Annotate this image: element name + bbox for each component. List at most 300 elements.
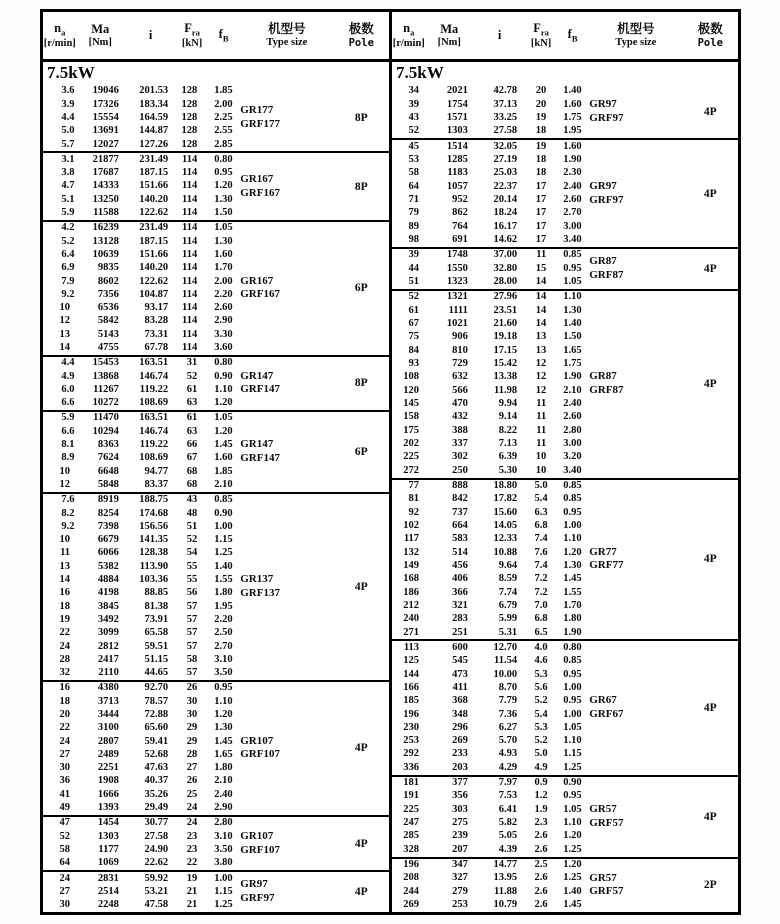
torque-value: 3492: [97, 613, 119, 625]
radial-force-value: 13: [535, 331, 547, 343]
service-factor-value: 2.70: [563, 207, 582, 219]
radial-force-value: 29: [186, 722, 198, 734]
ratio-value: 163.51: [139, 412, 169, 424]
spec-row: [43, 412, 240, 425]
spec-row: [43, 748, 240, 761]
torque-value: 632: [452, 371, 468, 383]
type-size-labels: [240, 872, 333, 912]
torque-value: 10272: [92, 397, 119, 409]
torque-value: 1069: [97, 857, 119, 869]
torque-value: 8602: [97, 275, 119, 287]
gear-block: [392, 478, 738, 640]
service-factor-value: 2.55: [214, 125, 233, 137]
spec-row: [392, 899, 589, 912]
spec-row: [43, 574, 240, 587]
speed-value: 3.1: [61, 153, 75, 165]
torque-value: 207: [452, 843, 468, 855]
column-symbol: [124, 28, 177, 42]
speed-value: 185: [403, 695, 420, 707]
torque-value: 1303: [97, 830, 119, 842]
service-factor-value: 2.40: [214, 788, 233, 800]
torque-value: 1111: [448, 304, 468, 316]
torque-value: 7356: [97, 288, 119, 300]
speed-value: 8.1: [61, 439, 75, 451]
ratio-value: 140.20: [139, 193, 169, 205]
torque-value: 888: [452, 479, 468, 491]
ratio-value: 151.66: [139, 180, 169, 192]
torque-value: 19046: [92, 85, 119, 97]
torque-value: 2417: [97, 653, 119, 665]
spec-row: [392, 398, 589, 411]
ratio-value: 29.49: [144, 802, 169, 814]
pole-label: 4P: [703, 810, 717, 823]
service-factor-value: 2.10: [563, 384, 582, 396]
speed-value: 61: [408, 304, 420, 316]
service-factor-value: 1.00: [563, 681, 582, 693]
torque-value: 1454: [97, 817, 119, 829]
radial-force-value: 26: [186, 682, 198, 694]
torque-value: 1748: [446, 249, 468, 261]
service-factor-value: 1.00: [563, 519, 582, 531]
spec-row: [43, 85, 240, 98]
radial-force-value: 57: [186, 600, 198, 612]
service-factor-value: 2.90: [214, 802, 233, 814]
spec-row: [43, 357, 240, 370]
service-factor-value: 1.30: [214, 193, 233, 205]
radial-force-value: 14: [535, 276, 547, 287]
numeric-rows: [392, 249, 589, 289]
pole-count: [334, 494, 389, 680]
speed-value: 58: [408, 167, 420, 179]
column-symbol: [526, 21, 556, 38]
ratio-value: 174.68: [139, 507, 169, 519]
ratio-value: 103.36: [139, 574, 169, 586]
gear-block: [392, 138, 738, 247]
ratio-value: 7.36: [498, 708, 518, 720]
torque-value: 6536: [97, 302, 119, 314]
torque-value: 8919: [97, 494, 119, 506]
pole-label: 4P: [703, 378, 717, 391]
numeric-rows: [392, 641, 589, 774]
service-factor-value: 0.80: [214, 153, 233, 165]
torque-value: 10294: [92, 425, 119, 437]
radial-force-value: 128: [181, 125, 198, 137]
speed-value: 244: [403, 885, 420, 897]
column-symbol-subscript: a: [410, 27, 415, 38]
pole-label: 4P: [703, 702, 717, 715]
ratio-value: 10.79: [493, 899, 518, 911]
radial-force-value: 61: [186, 412, 198, 424]
type-size-gr: GR97: [589, 97, 617, 110]
torque-value: 17326: [92, 98, 119, 110]
ratio-value: 164.59: [139, 111, 169, 123]
torque-value: 1514: [446, 140, 468, 152]
type-size-grf: GRF97: [240, 892, 275, 905]
speed-value: 292: [403, 748, 420, 760]
speed-value: 5.2: [61, 235, 75, 247]
speed-value: 39: [408, 249, 420, 261]
torque-value: 1183: [447, 167, 468, 179]
torque-value: 810: [452, 344, 468, 356]
column-symbol: [556, 27, 589, 44]
numeric-rows: [43, 85, 240, 151]
torque-value: 3099: [97, 627, 119, 639]
torque-value: 17687: [92, 167, 119, 179]
ratio-value: 5.31: [498, 626, 518, 638]
ratio-value: 19.18: [493, 331, 518, 343]
numeric-rows: [392, 140, 589, 247]
speed-value: 158: [403, 411, 420, 423]
ratio-value: 21.60: [493, 317, 518, 329]
radial-force-value: 27: [186, 762, 198, 774]
torque-value: 664: [452, 519, 468, 531]
ratio-value: 14.77: [493, 859, 518, 871]
ratio-value: 8.70: [498, 681, 518, 693]
speed-value: 202: [403, 437, 420, 449]
spec-row: [43, 288, 240, 301]
column-header: [334, 22, 389, 48]
speed-value: 328: [403, 843, 420, 855]
ratio-value: 88.85: [144, 587, 169, 599]
radial-force-value: 17: [535, 220, 547, 232]
pole-count: [334, 222, 389, 355]
type-size-labels: [240, 682, 333, 815]
speed-value: 191: [403, 790, 420, 802]
numeric-rows: [392, 291, 589, 478]
spec-row: [43, 383, 240, 396]
numeric-rows: [43, 817, 240, 870]
ratio-value: 10.88: [493, 546, 518, 558]
service-factor-value: 0.85: [563, 655, 582, 667]
torque-value: 13691: [92, 125, 119, 137]
column-symbol-subscript: B: [222, 33, 229, 44]
power-section-title: 7.5kW: [47, 63, 95, 82]
ratio-value: 7.74: [498, 586, 518, 598]
spec-row: [43, 899, 240, 912]
pole-label: 8P: [354, 112, 368, 125]
speed-value: 32: [59, 667, 71, 679]
column-symbol: [240, 22, 333, 36]
service-factor-value: 0.85: [563, 249, 582, 261]
torque-value: 13250: [92, 193, 119, 205]
spec-row: [392, 586, 589, 599]
gear-block: [392, 247, 738, 289]
speed-value: 271: [403, 626, 420, 638]
ratio-value: 12.33: [493, 533, 518, 545]
spec-row: [43, 735, 240, 748]
spec-row: [392, 291, 589, 304]
radial-force-value: 2.6: [534, 885, 548, 897]
type-size-labels: [589, 641, 682, 774]
service-factor-value: 1.20: [563, 830, 582, 842]
speed-value: 30: [59, 899, 71, 911]
service-factor-value: 1.90: [563, 371, 582, 383]
radial-force-value: 57: [186, 667, 198, 679]
service-factor-value: 2.60: [563, 411, 582, 423]
gear-block: [392, 775, 738, 857]
ratio-value: 7.79: [498, 695, 518, 707]
radial-force-value: 2.6: [534, 872, 548, 884]
radial-force-value: 114: [182, 207, 198, 219]
service-factor-value: 0.95: [214, 167, 233, 179]
torque-value: 3713: [97, 695, 119, 707]
torque-value: 5848: [97, 478, 119, 490]
radial-force-value: 114: [182, 315, 198, 327]
gear-block: [43, 492, 389, 680]
spec-row: [392, 803, 589, 816]
torque-value: 6648: [97, 465, 119, 477]
ratio-value: 6.79: [498, 599, 518, 611]
ratio-value: 5.99: [498, 613, 518, 625]
service-factor-value: 1.80: [214, 762, 233, 774]
service-factor-value: 2.10: [214, 775, 233, 787]
column-unit: [Nm]: [437, 36, 461, 48]
numeric-rows: [43, 222, 240, 355]
torque-value: 233: [452, 748, 468, 760]
spec-row: [392, 843, 589, 856]
speed-value: 6.0: [61, 383, 75, 395]
spec-row: [43, 830, 240, 843]
service-factor-value: 1.30: [214, 235, 233, 247]
speed-value: 6.9: [61, 262, 75, 274]
speed-value: 230: [403, 721, 420, 733]
spec-row: [392, 140, 589, 153]
radial-force-value: 7.2: [534, 586, 548, 598]
speed-value: 81: [408, 493, 420, 505]
spec-row: [43, 222, 240, 235]
radial-force-value: 2.5: [534, 859, 548, 871]
speed-value: 212: [403, 599, 420, 611]
spec-row: [43, 587, 240, 600]
spec-row: [43, 600, 240, 613]
spec-row: [392, 506, 589, 519]
radial-force-value: 2.6: [534, 843, 548, 855]
service-factor-value: 2.00: [214, 98, 233, 110]
pole-label: 4P: [703, 187, 717, 200]
column-header: [683, 22, 738, 48]
speed-value: 225: [403, 803, 420, 815]
pole-count: [334, 357, 389, 410]
ratio-value: 20.14: [493, 194, 518, 206]
service-factor-value: 1.20: [214, 708, 233, 720]
speed-value: 132: [403, 546, 420, 558]
service-factor-value: 0.95: [563, 262, 582, 274]
column-unit: [r/min]: [392, 38, 425, 50]
column-symbol-text: n: [54, 20, 62, 35]
pole-label: 6P: [354, 445, 368, 458]
speed-value: 285: [403, 830, 420, 842]
column-symbol-text: f: [567, 26, 572, 41]
pole-count: [683, 291, 738, 478]
speed-value: 196: [403, 859, 420, 871]
spec-row: [43, 315, 240, 328]
column-symbol-text: 机型号: [268, 22, 306, 37]
ratio-value: 27.19: [493, 154, 518, 166]
radial-force-value: 17: [535, 180, 547, 192]
gear-block: [43, 220, 389, 355]
spec-row: [392, 451, 589, 464]
ratio-value: 53.21: [144, 885, 169, 897]
spec-row: [43, 885, 240, 898]
torque-value: 4884: [97, 574, 119, 586]
spec-row: [43, 775, 240, 788]
spec-row: [43, 709, 240, 722]
radial-force-value: 18: [535, 154, 547, 166]
torque-value: 8254: [97, 507, 119, 519]
speed-value: 19: [59, 613, 71, 625]
service-factor-value: 1.70: [214, 262, 233, 274]
radial-force-value: 20: [535, 85, 547, 97]
speed-value: 24: [59, 640, 71, 652]
torque-value: 251: [452, 626, 468, 638]
type-size-grf: GRF107: [240, 843, 280, 856]
type-size-labels: [589, 480, 682, 640]
pole-count: [683, 249, 738, 289]
torque-value: 4380: [97, 682, 119, 694]
radial-force-value: 7.0: [534, 599, 548, 611]
column-symbol-text: i: [497, 28, 502, 43]
pole-count: [683, 641, 738, 774]
spec-row: [43, 722, 240, 735]
numeric-rows: [43, 494, 240, 680]
torque-value: 2514: [97, 885, 119, 897]
service-factor-value: 1.45: [563, 899, 582, 911]
ratio-value: 163.51: [139, 357, 169, 369]
torque-value: 952: [452, 194, 468, 206]
service-factor-value: 3.40: [563, 234, 582, 246]
type-size-gr: GR107: [240, 829, 274, 842]
spec-table: [40, 9, 741, 915]
spec-row: [392, 167, 589, 180]
radial-force-value: 19: [535, 140, 547, 152]
spec-row: [392, 384, 589, 397]
torque-value: 1021: [446, 317, 468, 329]
radial-force-value: 66: [186, 439, 198, 451]
ratio-value: 156.56: [139, 520, 169, 532]
column-symbol: [589, 22, 682, 36]
column-header: [124, 28, 177, 42]
torque-value: 302: [452, 451, 468, 463]
pole-count: [683, 140, 738, 247]
service-factor-value: 1.85: [214, 465, 233, 477]
torque-value: 764: [452, 220, 468, 232]
ratio-value: 27.58: [493, 125, 518, 137]
type-size-gr: GR87: [589, 370, 617, 383]
speed-value: 3.6: [61, 85, 75, 97]
column-header: [426, 22, 473, 48]
spec-row: [43, 534, 240, 547]
column-unit: [r/min]: [43, 38, 76, 50]
torque-value: 4198: [97, 587, 119, 599]
speed-value: 71: [408, 194, 420, 206]
spec-row: [392, 626, 589, 639]
speed-value: 253: [403, 735, 420, 747]
speed-value: 269: [403, 899, 420, 911]
type-size-grf: GRF87: [589, 268, 624, 281]
radial-force-value: 114: [182, 302, 198, 314]
speed-value: 43: [408, 112, 420, 124]
torque-value: 470: [452, 397, 468, 409]
gear-block: [43, 355, 389, 410]
ratio-value: 119.22: [139, 383, 169, 395]
type-size-grf: GRF167: [240, 288, 280, 301]
speed-value: 47: [59, 817, 71, 829]
torque-value: 1571: [446, 112, 468, 124]
radial-force-value: 5.2: [534, 695, 548, 707]
gear-blocks: [392, 85, 738, 912]
service-factor-value: 2.30: [563, 167, 582, 179]
radial-force-value: 2.6: [534, 830, 548, 842]
speed-value: 18: [59, 600, 71, 612]
ratio-value: 47.63: [144, 762, 169, 774]
ratio-value: 108.69: [139, 397, 169, 409]
gear-block: [43, 151, 389, 219]
speed-value: 64: [408, 180, 420, 192]
spec-row: [43, 627, 240, 640]
service-factor-value: 1.75: [563, 112, 582, 124]
ratio-value: 4.29: [498, 761, 518, 773]
radial-force-value: 63: [186, 397, 198, 409]
spec-row: [43, 682, 240, 695]
pole-label: 4P: [354, 742, 368, 755]
spec-row: [43, 98, 240, 111]
column-symbol: [426, 22, 473, 36]
service-factor-value: 1.25: [563, 761, 582, 773]
torque-value: 2021: [446, 85, 468, 97]
type-size-labels: [589, 85, 682, 138]
torque-value: 6679: [97, 534, 119, 546]
radial-force-value: 23: [186, 830, 198, 842]
speed-value: 208: [403, 872, 420, 884]
pole-count: [683, 859, 738, 912]
type-size-gr: GR147: [240, 369, 274, 382]
torque-value: 2110: [98, 667, 119, 679]
spec-row: [392, 790, 589, 803]
service-factor-value: 1.50: [214, 207, 233, 219]
spec-row: [392, 304, 589, 317]
spec-row: [392, 411, 589, 424]
ratio-value: 9.94: [498, 397, 518, 409]
type-size-labels: [589, 859, 682, 912]
ratio-value: 11.54: [494, 655, 518, 667]
service-factor-value: 1.60: [214, 248, 233, 260]
spec-row: [392, 777, 589, 790]
radial-force-value: 28: [186, 748, 198, 760]
service-factor-value: 1.30: [563, 304, 582, 316]
radial-force-value: 31: [186, 357, 198, 369]
ratio-value: 11.88: [494, 885, 518, 897]
speed-value: 10: [59, 302, 71, 314]
ratio-value: 146.74: [139, 370, 169, 382]
ratio-value: 151.66: [139, 248, 169, 260]
ratio-value: 5.70: [498, 735, 518, 747]
torque-value: 411: [452, 681, 468, 693]
speed-value: 175: [403, 424, 420, 436]
service-factor-value: 3.10: [214, 830, 233, 842]
type-size-gr: GR137: [240, 573, 274, 586]
column-unit: [kN]: [530, 38, 552, 50]
spec-row: [43, 249, 240, 262]
radial-force-value: 5.0: [534, 748, 548, 760]
service-factor-value: 0.80: [563, 641, 582, 653]
service-factor-value: 3.00: [563, 220, 582, 232]
ratio-value: 127.26: [139, 138, 169, 150]
radial-force-value: 12: [535, 357, 547, 369]
service-factor-value: 1.65: [563, 344, 582, 356]
radial-force-value: 2.3: [534, 817, 548, 829]
spec-row: [392, 318, 589, 331]
type-size-grf: GRF77: [589, 559, 624, 572]
